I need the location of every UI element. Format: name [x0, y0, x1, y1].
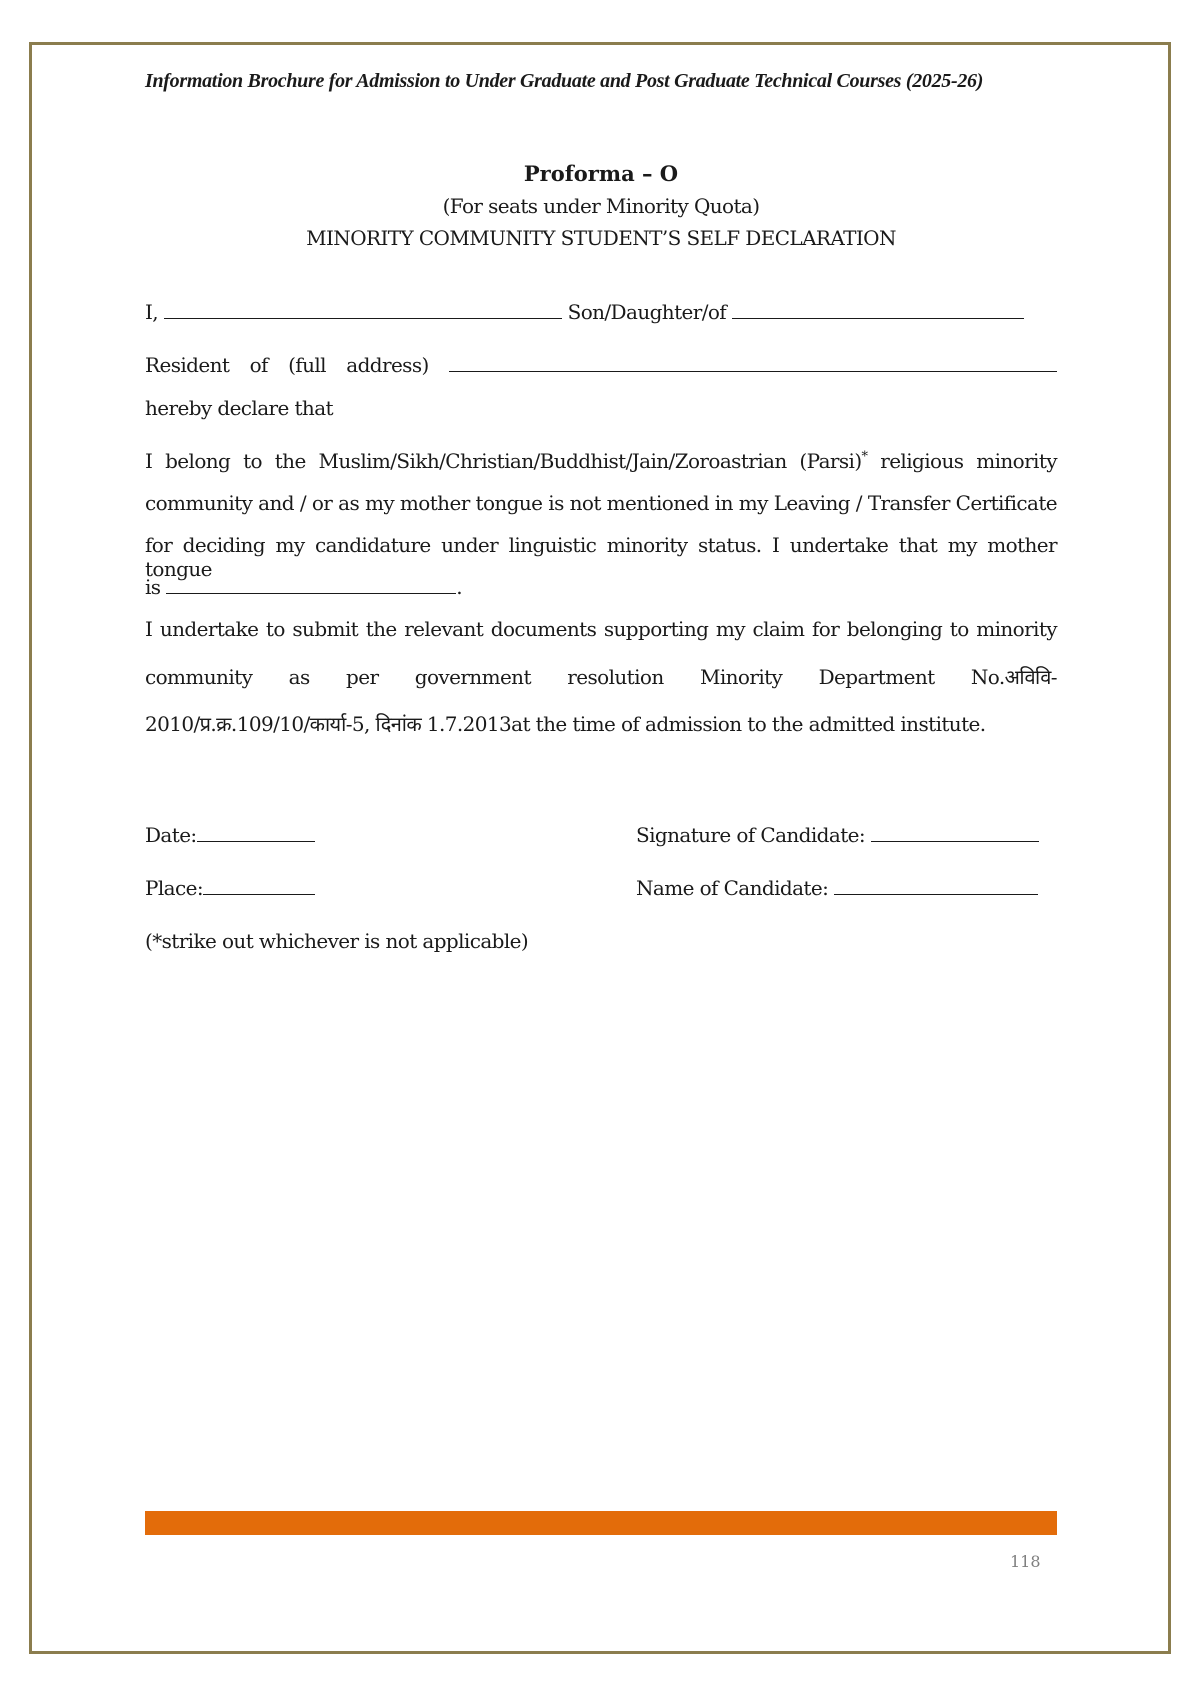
word-minority: Minority [699, 665, 783, 689]
page-border [29, 42, 1171, 1654]
date-blank[interactable] [197, 825, 315, 842]
hereby-line: hereby declare that [145, 396, 333, 420]
resident-word: Resident [145, 353, 230, 377]
address-line [145, 353, 1057, 377]
footer-bar [145, 1511, 1057, 1535]
word-government: government [414, 665, 531, 689]
signature-line [636, 823, 1039, 847]
word-resolution: resolution [567, 665, 664, 689]
word-per: per [346, 665, 379, 689]
para2-line2 [145, 663, 1057, 690]
word-as: as [288, 665, 310, 689]
name-of-candidate-line [636, 876, 1038, 900]
of-word: of [249, 353, 268, 377]
date-line [145, 823, 315, 847]
para1-line1-text: I belong to the Muslim/Sikh/Christian/Buddhist/Jain/Zoroastrian (Parsi) [145, 449, 862, 473]
son-daughter-label: Son/Daughter/of [567, 300, 727, 324]
name-label: Name of Candidate: [636, 876, 829, 900]
page-number: 118 [1010, 1552, 1041, 1571]
para2-line1: I undertake to submit the relevant documents supporting my claim for belonging to minority [145, 617, 1057, 641]
place-blank[interactable] [203, 878, 315, 895]
proforma-subtitle: (For seats under Minority Quota) [442, 194, 760, 218]
asterisk-mark: * [861, 449, 868, 465]
para1-line1 [145, 449, 1057, 473]
document-header: Information Brochure for Admission to Under Graduate and Post Graduate Technical Courses (2025-26) [145, 70, 984, 92]
candidate-name-blank[interactable] [164, 302, 562, 319]
address-word: address) [346, 353, 429, 377]
period: . [456, 575, 462, 599]
proforma-title: Proforma – O [523, 161, 679, 186]
word-department: Department [818, 665, 935, 689]
para1-line4 [145, 575, 1057, 599]
para1-line3: for deciding my candidature under linguistic minority status. I undertake that my mother tongue [145, 533, 1057, 581]
full-word: (full [288, 353, 326, 377]
place-line [145, 876, 315, 900]
is-word: is [145, 575, 161, 599]
para2-line3: 2010/प्र.क्र.109/10/कार्या-5, दिनांक 1.7.2013at the time of admission to the admitted institute. [145, 712, 986, 736]
word-resolution-no: No.अविवि- [970, 665, 1057, 689]
para1-line1-tail: religious minority [867, 449, 1057, 473]
signature-label: Signature of Candidate: [636, 823, 866, 847]
word-community: community [145, 665, 253, 689]
address-blank[interactable] [449, 355, 1057, 372]
signature-blank[interactable] [871, 825, 1039, 842]
para1-line2: community and / or as my mother tongue is not mentioned in my Leaving / Transfer Certificate [145, 491, 1057, 515]
name-line [145, 300, 1057, 324]
place-label: Place: [145, 876, 203, 900]
declaration-heading: MINORITY COMMUNITY STUDENT’S SELF DECLARATION [306, 226, 896, 250]
date-label: Date: [145, 823, 197, 847]
parent-name-blank[interactable] [732, 302, 1024, 319]
title-block [145, 158, 1057, 254]
i-label: I, [145, 300, 159, 324]
strike-out-note: (*strike out whichever is not applicable) [145, 929, 529, 953]
name-blank[interactable] [834, 878, 1038, 895]
mother-tongue-blank[interactable] [166, 577, 456, 594]
